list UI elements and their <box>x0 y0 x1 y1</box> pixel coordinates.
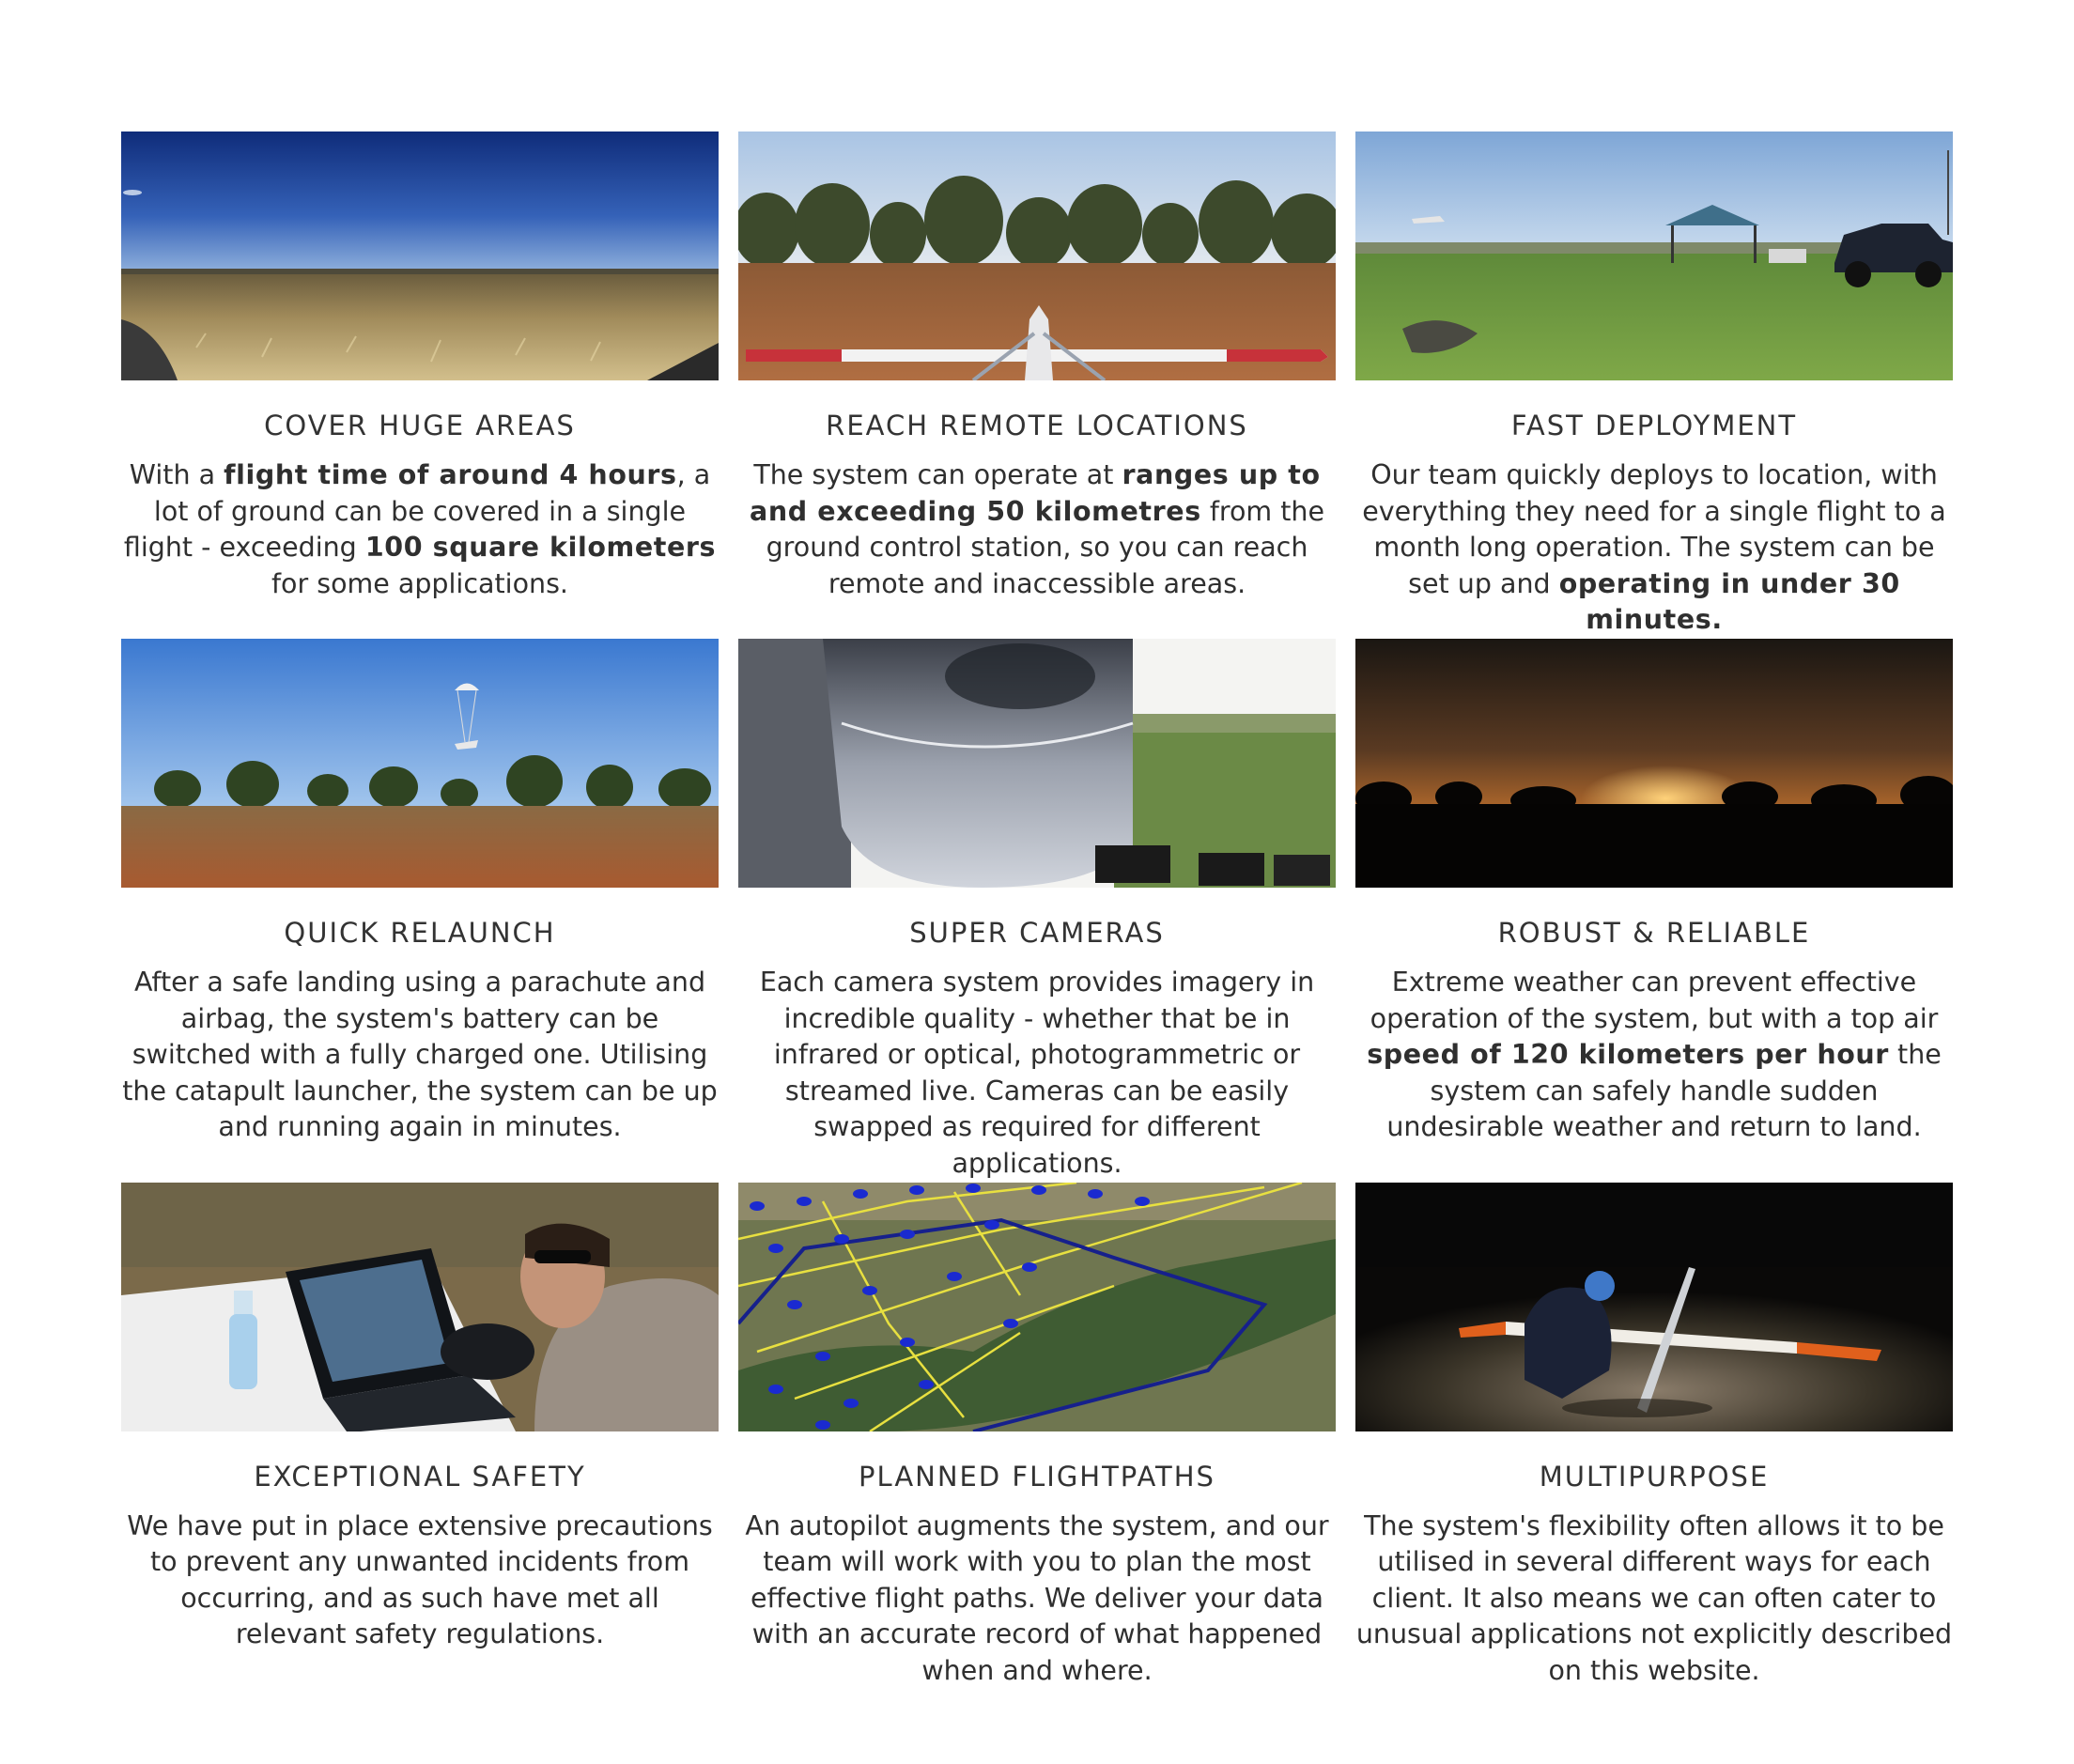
features-grid <box>121 132 1953 1690</box>
stormy-sunset-photo <box>1355 639 1953 888</box>
feature-title: EXCEPTIONAL SAFETY <box>254 1460 586 1493</box>
feature-card-cover-huge-areas <box>121 132 719 639</box>
feature-description-text: Our team quickly deploys to location, with everything they need for a single flight to a month long operation. The system can be set up and <box>1362 459 1946 599</box>
camera-dome-closeup-photo <box>738 639 1336 888</box>
feature-description <box>1355 1509 1953 1690</box>
feature-description <box>1355 457 1953 639</box>
feature-description-text: Each camera system provides imagery in incredible quality - whether that be in infrared or optical, photogrammetric or streamed live. Cameras can be easily swapped as required for different applications. <box>759 966 1315 1179</box>
feature-description-highlight: speed of 120 kilometers per hour <box>1367 1039 1889 1071</box>
feature-card-quick-relaunch <box>121 639 719 1183</box>
feature-title: COVER HUGE AREAS <box>264 410 576 441</box>
feature-title: MULTIPURPOSE <box>1539 1460 1770 1493</box>
feature-title: SUPER CAMERAS <box>909 916 1165 949</box>
feature-description-text: After a safe landing using a parachute and airbag, the system's battery can be switched with a fully charged one. Utilising the catapult launcher, the system can be up and running again in minutes. <box>122 966 718 1143</box>
feature-title: FAST DEPLOYMENT <box>1510 410 1798 441</box>
parachute-landing-photo <box>121 639 719 888</box>
feature-card-robust-reliable <box>1355 639 1953 1183</box>
feature-title: QUICK RELAUNCH <box>284 916 556 949</box>
feature-description-highlight: 100 square kilometers <box>364 532 717 564</box>
feature-description <box>1355 965 1953 1146</box>
feature-description-text: the system can safely handle sudden undesirable weather and return to land. <box>1386 1039 1942 1143</box>
feature-description-text: An autopilot augments the system, and our team will work with you to plan the most effective flight paths. We deliver your data with an accurate record of what happened when and where. <box>745 1509 1329 1686</box>
feature-card-multipurpose <box>1355 1183 1953 1690</box>
night-aircraft-assembly-photo <box>1355 1183 1953 1431</box>
feature-title: ROBUST & RELIABLE <box>1497 916 1811 949</box>
feature-description-text: , a lot of ground can be covered in a single flight - exceeding <box>123 459 711 564</box>
feature-title: PLANNED FLIGHTPATHS <box>859 1460 1215 1493</box>
feature-description <box>121 965 719 1146</box>
outback-grassland-photo <box>121 132 719 380</box>
feature-description-highlight: ranges up to and exceeding 50 kilometres <box>750 459 1321 527</box>
feature-description <box>121 1509 719 1653</box>
feature-description-text: With a <box>129 459 224 490</box>
feature-card-super-cameras <box>738 639 1336 1183</box>
feature-card-reach-remote-locations <box>738 132 1336 639</box>
feature-description-text: The system can operate at <box>753 459 1122 490</box>
feature-description <box>738 1509 1336 1690</box>
feature-title: REACH REMOTE LOCATIONS <box>826 410 1248 441</box>
feature-description-highlight: flight time of around 4 hours <box>224 459 677 490</box>
feature-card-exceptional-safety <box>121 1183 719 1690</box>
feature-card-planned-flightpaths <box>738 1183 1336 1690</box>
feature-description <box>738 457 1336 602</box>
feature-description-text: We have put in place extensive precautions to prevent any unwanted incidents from occurring, and as such have met all relevant safety regulations. <box>127 1509 713 1650</box>
field-camp-with-truck-photo <box>1355 132 1953 380</box>
feature-description-text: for some applications. <box>271 567 568 599</box>
flight-path-map-photo <box>738 1183 1336 1431</box>
feature-description <box>738 965 1336 1183</box>
feature-description <box>121 457 719 602</box>
feature-description-text: from the ground control station, so you can reach remote and inaccessible areas. <box>766 495 1324 599</box>
aircraft-on-red-dirt-photo <box>738 132 1336 380</box>
operator-with-laptop-photo <box>121 1183 719 1431</box>
feature-card-fast-deployment <box>1355 132 1953 639</box>
feature-description-text: Extreme weather can prevent effective operation of the system, but with a top air <box>1370 966 1939 1034</box>
feature-description-text: The system's flexibility often allows it to be utilised in several different ways for each client. It also means we can often cater to unusual applications not explicitly described on this website. <box>1355 1509 1953 1686</box>
feature-description-highlight: operating in under 30 minutes. <box>1558 567 1900 636</box>
